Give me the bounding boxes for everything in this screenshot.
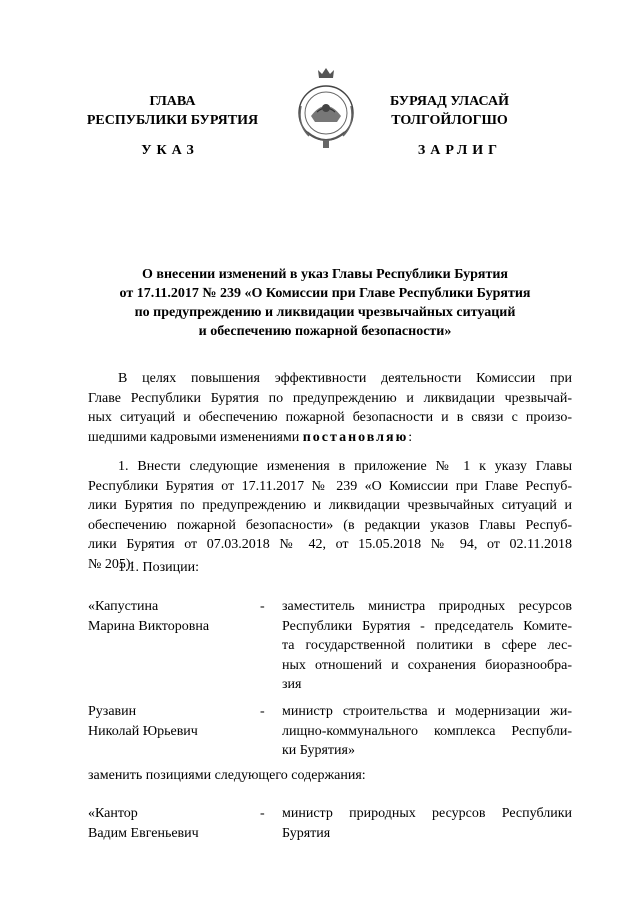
name-line: Вадим Евгеньевич <box>88 825 199 841</box>
title-line: по предупреждению и ликвидации чрезвычайных ситуаций <box>134 305 516 320</box>
header-left-line2: РЕСПУБЛИКИ БУРЯТИЯ <box>86 113 259 128</box>
replace-instruction: заменить позициями следующего содержания: <box>88 768 366 783</box>
desc-line: Республики Бурятия - председатель Комите- <box>282 618 572 634</box>
item-1-line: обеспечению пожарной безопасности» (в редакции указов Главы Респуб- <box>88 517 572 533</box>
item-1-line: лики Бурятия по предупреждению и ликвидации чрезвычайных ситуаций и <box>88 498 572 513</box>
person-name <box>88 804 258 843</box>
desc-line: зия <box>282 677 302 692</box>
person-name <box>88 702 258 741</box>
name-line: Марина Викторовна <box>88 618 210 634</box>
entry-dash: - <box>260 806 265 821</box>
entry-dash: - <box>260 599 265 614</box>
preamble-paragraph <box>88 369 572 447</box>
preamble-line: ных ситуаций и обеспечению пожарной безопасности и в связи с произо- <box>88 410 572 425</box>
item-1-line: 1. Внести следующие изменения в приложение № 1 к указу Главы <box>118 459 572 474</box>
desc-line: ки Бурятия» <box>282 743 355 758</box>
postanovlyayu-word: постановляю <box>302 429 409 445</box>
item-1-line: лики Бурятия от 07.03.2018 № 42, от 15.05.2018 № 94, от 02.11.2018 <box>88 537 572 552</box>
zarlig-label: ЗАРЛИГ <box>417 143 503 158</box>
name-line: «Кантор <box>88 806 138 821</box>
name-line: «Капустина <box>88 599 159 614</box>
preamble-tail: : <box>408 429 413 445</box>
header-left-line1: ГЛАВА <box>149 94 196 109</box>
name-line: Николай Юрьевич <box>88 723 198 739</box>
title-line: от 17.11.2017 № 239 «О Комиссии при Главе Республики Бурятия <box>119 286 531 301</box>
header-right <box>372 92 527 130</box>
preamble-line: шедшими кадровыми изменениями <box>88 429 300 445</box>
desc-line: Бурятия <box>282 825 331 841</box>
item-1-paragraph <box>88 457 572 574</box>
preamble-last-line <box>88 428 572 448</box>
desc-line: та государственной политики в сфере лес- <box>282 638 572 653</box>
item-1-line: Республики Бурятия от 17.11.2017 № 239 «О Комиссии при Главе Респуб- <box>88 478 572 494</box>
preamble-line: В целях повышения эффективности деятельности Комиссии при <box>118 371 572 386</box>
desc-line: министр природных ресурсов Республики <box>282 806 572 821</box>
header-left <box>70 92 275 130</box>
document-title <box>80 265 570 341</box>
title-line: и обеспечению пожарной безопасности» <box>198 324 452 339</box>
desc-line: заместитель министра природных ресурсов <box>282 599 572 614</box>
item-1-line: № 205): <box>88 556 135 572</box>
desc-line: лищно-коммунального комплекса Республи- <box>282 723 572 739</box>
ukaz-label: УКАЗ <box>141 143 199 158</box>
header-right-line2: ТОЛГОЙЛОГШО <box>391 113 508 128</box>
preamble-line: Главе Республики Бурятия по предупреждению и ликвидации чрезвычай- <box>88 390 572 406</box>
header-right-line1: БУРЯАД УЛАСАЙ <box>390 94 509 109</box>
person-name <box>88 597 258 636</box>
item-1-1-line: 1.1. Позиции: <box>118 560 199 575</box>
name-line: Рузавин <box>88 704 137 719</box>
title-line: О внесении изменений в указ Главы Республики Бурятия <box>142 267 508 282</box>
position-description <box>282 597 572 695</box>
desc-line: министр строительства и модернизации жи- <box>282 704 572 719</box>
entry-dash: - <box>260 704 265 719</box>
coat-of-arms-icon <box>289 66 363 154</box>
item-1-1-paragraph <box>88 558 572 578</box>
position-description <box>282 804 572 843</box>
position-description <box>282 702 572 761</box>
desc-line: ных отношений и сохранения биоразнообра- <box>282 657 572 673</box>
